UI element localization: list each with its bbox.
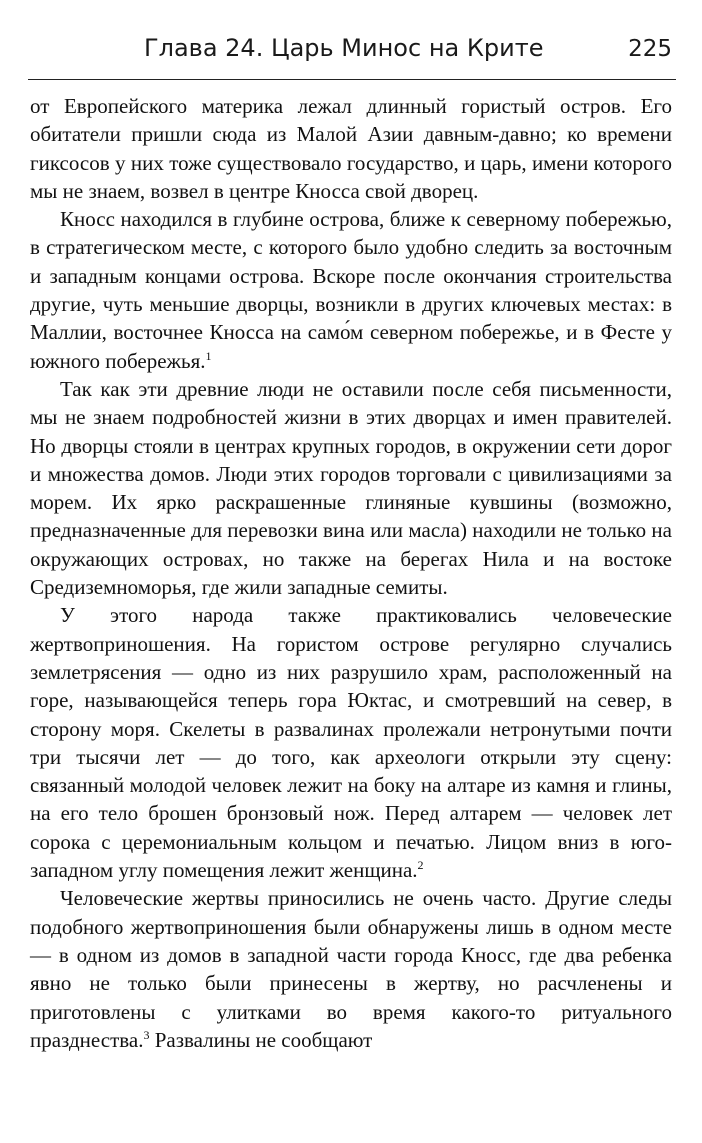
paragraph-continuation	[30, 92, 672, 205]
paragraph	[30, 884, 672, 1054]
page-number: 225	[628, 36, 672, 62]
paragraph	[30, 601, 672, 884]
page-header	[22, 32, 678, 76]
paragraph-text: Кносс находился в глубине острова, ближе к северному побережью, в стратегическом месте, с которого было удобно следить за восточным и западным концами острова. Вскоре после окончания строительства другие, чуть меньшие дворцы, возникли в других ключевых местах: в Маллии, восточнее Кносса на само́м северном побережье, и в Фесте у южного побережья.	[30, 207, 672, 373]
footnote-ref[interactable]: 3	[143, 1027, 150, 1042]
footnote-ref[interactable]: 2	[417, 858, 424, 873]
running-title: Глава 24. Царь Минос на Крите	[144, 34, 544, 62]
footnote-ref[interactable]: 1	[205, 348, 212, 363]
paragraph	[30, 375, 672, 601]
body-text	[30, 92, 672, 1054]
paragraph-text: от Европейского материка лежал длинный гористый остров. Его обитатели пришли сюда из Малой Азии давным-давно; ко времени гиксосов у них тоже существовало государство, и царь, имени которого мы не знаем, возвел в центре Кносса свой дворец.	[30, 94, 672, 203]
paragraph-text: Так как эти древние люди не оставили после себя письменности, мы не знаем подробностей жизни в этих дворцах и имен правителей. Но дворцы стояли в центрах крупных городов, в окружении сети дорог и множества домов. Люди этих городов торговали с цивилизациями за морем. Их ярко раскрашенные глиняные кувшины (возможно, предназначенные для перевозки вина или масла) находили не только на окружающих островах, но также на берегах Нила и на востоке Средиземноморья, где жили западные семиты.	[30, 376, 672, 600]
paragraph-text: Человеческие жертвы приносились не очень часто. Другие следы подобного жертвоприношения были обнаружены лишь в одном месте — в одном из домов в западной части города Кносс, где два ребенка явно не только были принесены в жертву, но расчленены и приготовлены с улитками во время какого-то ритуального празднества.	[30, 886, 672, 1052]
paragraph	[30, 205, 672, 375]
paragraph-tail: Развалины не сообщают	[149, 1027, 373, 1052]
header-rule	[28, 79, 676, 80]
paragraph-text: У этого народа также практиковались человеческие жертвоприношения. На гористом острове регулярно случались землетрясения — одно из них разрушило храм, расположенный на горе, называющейся теперь гора Юктас, и смотревший на север, в сторону моря. Скелеты в развалинах пролежали нетронутыми почти три тысячи лет — до того, как археологи открыли эту сцену: связанный молодой человек лежит на боку на алтаре из камня и глины, на его тело брошен бронзовый нож. Перед алтарем — человек лет сорока с церемониальным кольцом и печатью. Лицом вниз в юго-западном углу помещения лежит женщина.	[30, 603, 672, 883]
